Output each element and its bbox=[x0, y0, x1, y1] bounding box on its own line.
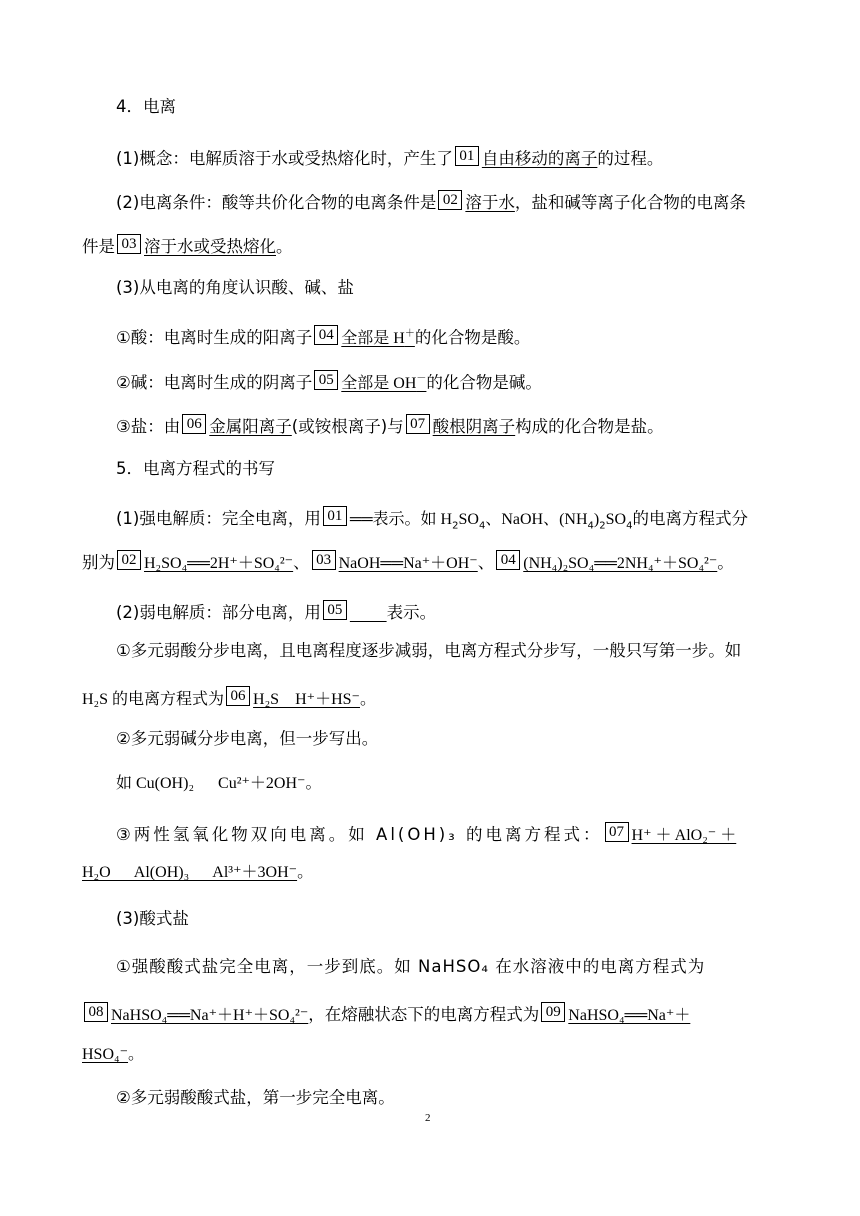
amphoteric-eq-line: H₂O Al(OH)₃ Al³⁺＋3OH⁻。 bbox=[82, 864, 314, 881]
weak-base-line: ②多元弱碱分步电离，但一步写出。 bbox=[116, 729, 379, 748]
page-number: 2 bbox=[425, 1112, 431, 1124]
answer-box: 07 bbox=[605, 822, 629, 842]
equation: H⁺ ＋ AlO₂⁻ ＋ bbox=[631, 827, 737, 844]
equation: NaOH══Na⁺＋OH⁻ bbox=[338, 555, 478, 572]
reversible-sign bbox=[350, 603, 387, 622]
answer-box: 08 bbox=[84, 1002, 108, 1022]
strong-electrolyte-line: (1)强电解质：完全电离，用 01 ══表示。如 $H_2SO_4$、NaOH、$(NH_4)_2SO_4$的电离方程式分 bbox=[116, 508, 748, 532]
strong-acid-salt-line: ①强酸酸式盐完全电离，一步到底。如 NaHSO₄ 在水溶液中的电离方程式为 bbox=[116, 957, 706, 976]
answer-text: 溶于水 bbox=[465, 193, 515, 212]
answer-box: 06 bbox=[182, 414, 206, 434]
base-line: ②碱：电离时生成的阴离子 05 全部是 OH－的化合物是碱。 bbox=[116, 372, 542, 392]
section-5-title: 5．电离方程式的书写 bbox=[116, 459, 275, 478]
equal-sign: ══ bbox=[349, 511, 373, 528]
equation: (NH₄)₂SO₄══2NH₄⁺＋SO₄²⁻ bbox=[523, 555, 718, 572]
equation: NaHSO₄══Na⁺＋ bbox=[568, 1007, 691, 1024]
weak-electrolyte-line: (2)弱电解质：部分电离，用 05 表示。 bbox=[116, 602, 437, 622]
weak-acid-eq-line: H₂S 的电离方程式为 06 H₂S H⁺＋HS⁻。 bbox=[82, 688, 376, 708]
condition-line-2: 件是 03 溶于水或受热熔化。 bbox=[82, 236, 293, 256]
equation: NaHSO₄══Na⁺＋H⁺＋SO₄²⁻ bbox=[111, 1007, 309, 1024]
answer-box: 06 bbox=[226, 686, 250, 706]
equation: H₂S H⁺＋HS⁻ bbox=[253, 691, 360, 708]
equation: HSO₄⁻ bbox=[82, 1046, 129, 1063]
answer-box: 09 bbox=[541, 1002, 565, 1022]
weak-acid-salt-line: ②多元弱酸酸式盐，第一步完全电离。 bbox=[116, 1088, 395, 1107]
weak-acid-line: ①多元弱酸分步电离，且电离程度逐步减弱，电离方程式分步写，一般只写第一步。如 bbox=[116, 641, 742, 660]
answer-text: 金属阳离子 bbox=[209, 417, 292, 436]
section-4-title: 4．电离 bbox=[116, 97, 176, 116]
acid-salt-heading: (3)酸式盐 bbox=[116, 909, 189, 928]
answer-text: 全部是 OH－ bbox=[341, 373, 427, 392]
answer-text: 溶于水或受热熔化 bbox=[144, 237, 276, 256]
answer-text: 全部是 H＋ bbox=[341, 328, 415, 347]
answer-box: 05 bbox=[323, 600, 347, 620]
equation: H₂SO₄══2H⁺＋SO₄²⁻ bbox=[144, 555, 294, 572]
answer-box: 04 bbox=[314, 325, 338, 345]
strong-acid-salt-eq-line: 08 NaHSO₄══Na⁺＋H⁺＋SO₄²⁻，在熔融状态下的电离方程式为 09 NaHSO₄══Na⁺＋ bbox=[82, 1002, 782, 1026]
answer-box: 01 bbox=[323, 506, 347, 526]
strong-acid-salt-eq-line-2: HSO₄⁻。 bbox=[82, 1046, 145, 1063]
acid-base-salt-heading: (3)从电离的角度认识酸、碱、盐 bbox=[116, 278, 354, 297]
answer-box: 03 bbox=[117, 234, 141, 254]
answer-box: 02 bbox=[117, 550, 141, 570]
answer-text: 酸根阴离子 bbox=[432, 417, 516, 436]
equation: H₂O Al(OH)₃ Al³⁺＋3OH⁻ bbox=[82, 864, 298, 881]
answer-box: 04 bbox=[496, 550, 520, 570]
answer-box: 03 bbox=[312, 550, 336, 570]
answer-box: 07 bbox=[406, 414, 430, 434]
concept-line: (1)概念：电解质溶于水或受热熔化时，产生了 01 自由移动的离子的过程。 bbox=[116, 148, 664, 168]
answer-text: 自由移动的离子 bbox=[481, 149, 598, 168]
weak-base-eq-line: 如 Cu(OH)₂ Cu²⁺＋2OH⁻。 bbox=[116, 775, 322, 792]
salt-line: ③盐：由 06 金属阳离子(或铵根离子)与 07 酸根阴离子构成的化合物是盐。 bbox=[116, 416, 664, 436]
answer-box: 01 bbox=[455, 146, 479, 166]
condition-line: (2)电离条件：酸等共价化合物的电离条件是 02 溶于水，盐和碱等离子化合物的电离条 bbox=[116, 192, 746, 212]
amphoteric-line: ③两性氢氧化物双向电离。如 Al(OH)₃ 的电离方程式： 07 H⁺ ＋ AlO₂⁻ ＋ bbox=[116, 824, 737, 844]
acid-line: ①酸：电离时生成的阳离子 04 全部是 H＋的化合物是酸。 bbox=[116, 327, 531, 347]
answer-box: 05 bbox=[314, 370, 338, 390]
answer-box: 02 bbox=[438, 190, 462, 210]
strong-equations-line: 别为 02 H₂SO₄══2H⁺＋SO₄²⁻、 03 NaOH══Na⁺＋OH⁻、 04 (NH₄)₂SO₄══2NH₄⁺＋SO₄²⁻。 bbox=[82, 552, 734, 572]
